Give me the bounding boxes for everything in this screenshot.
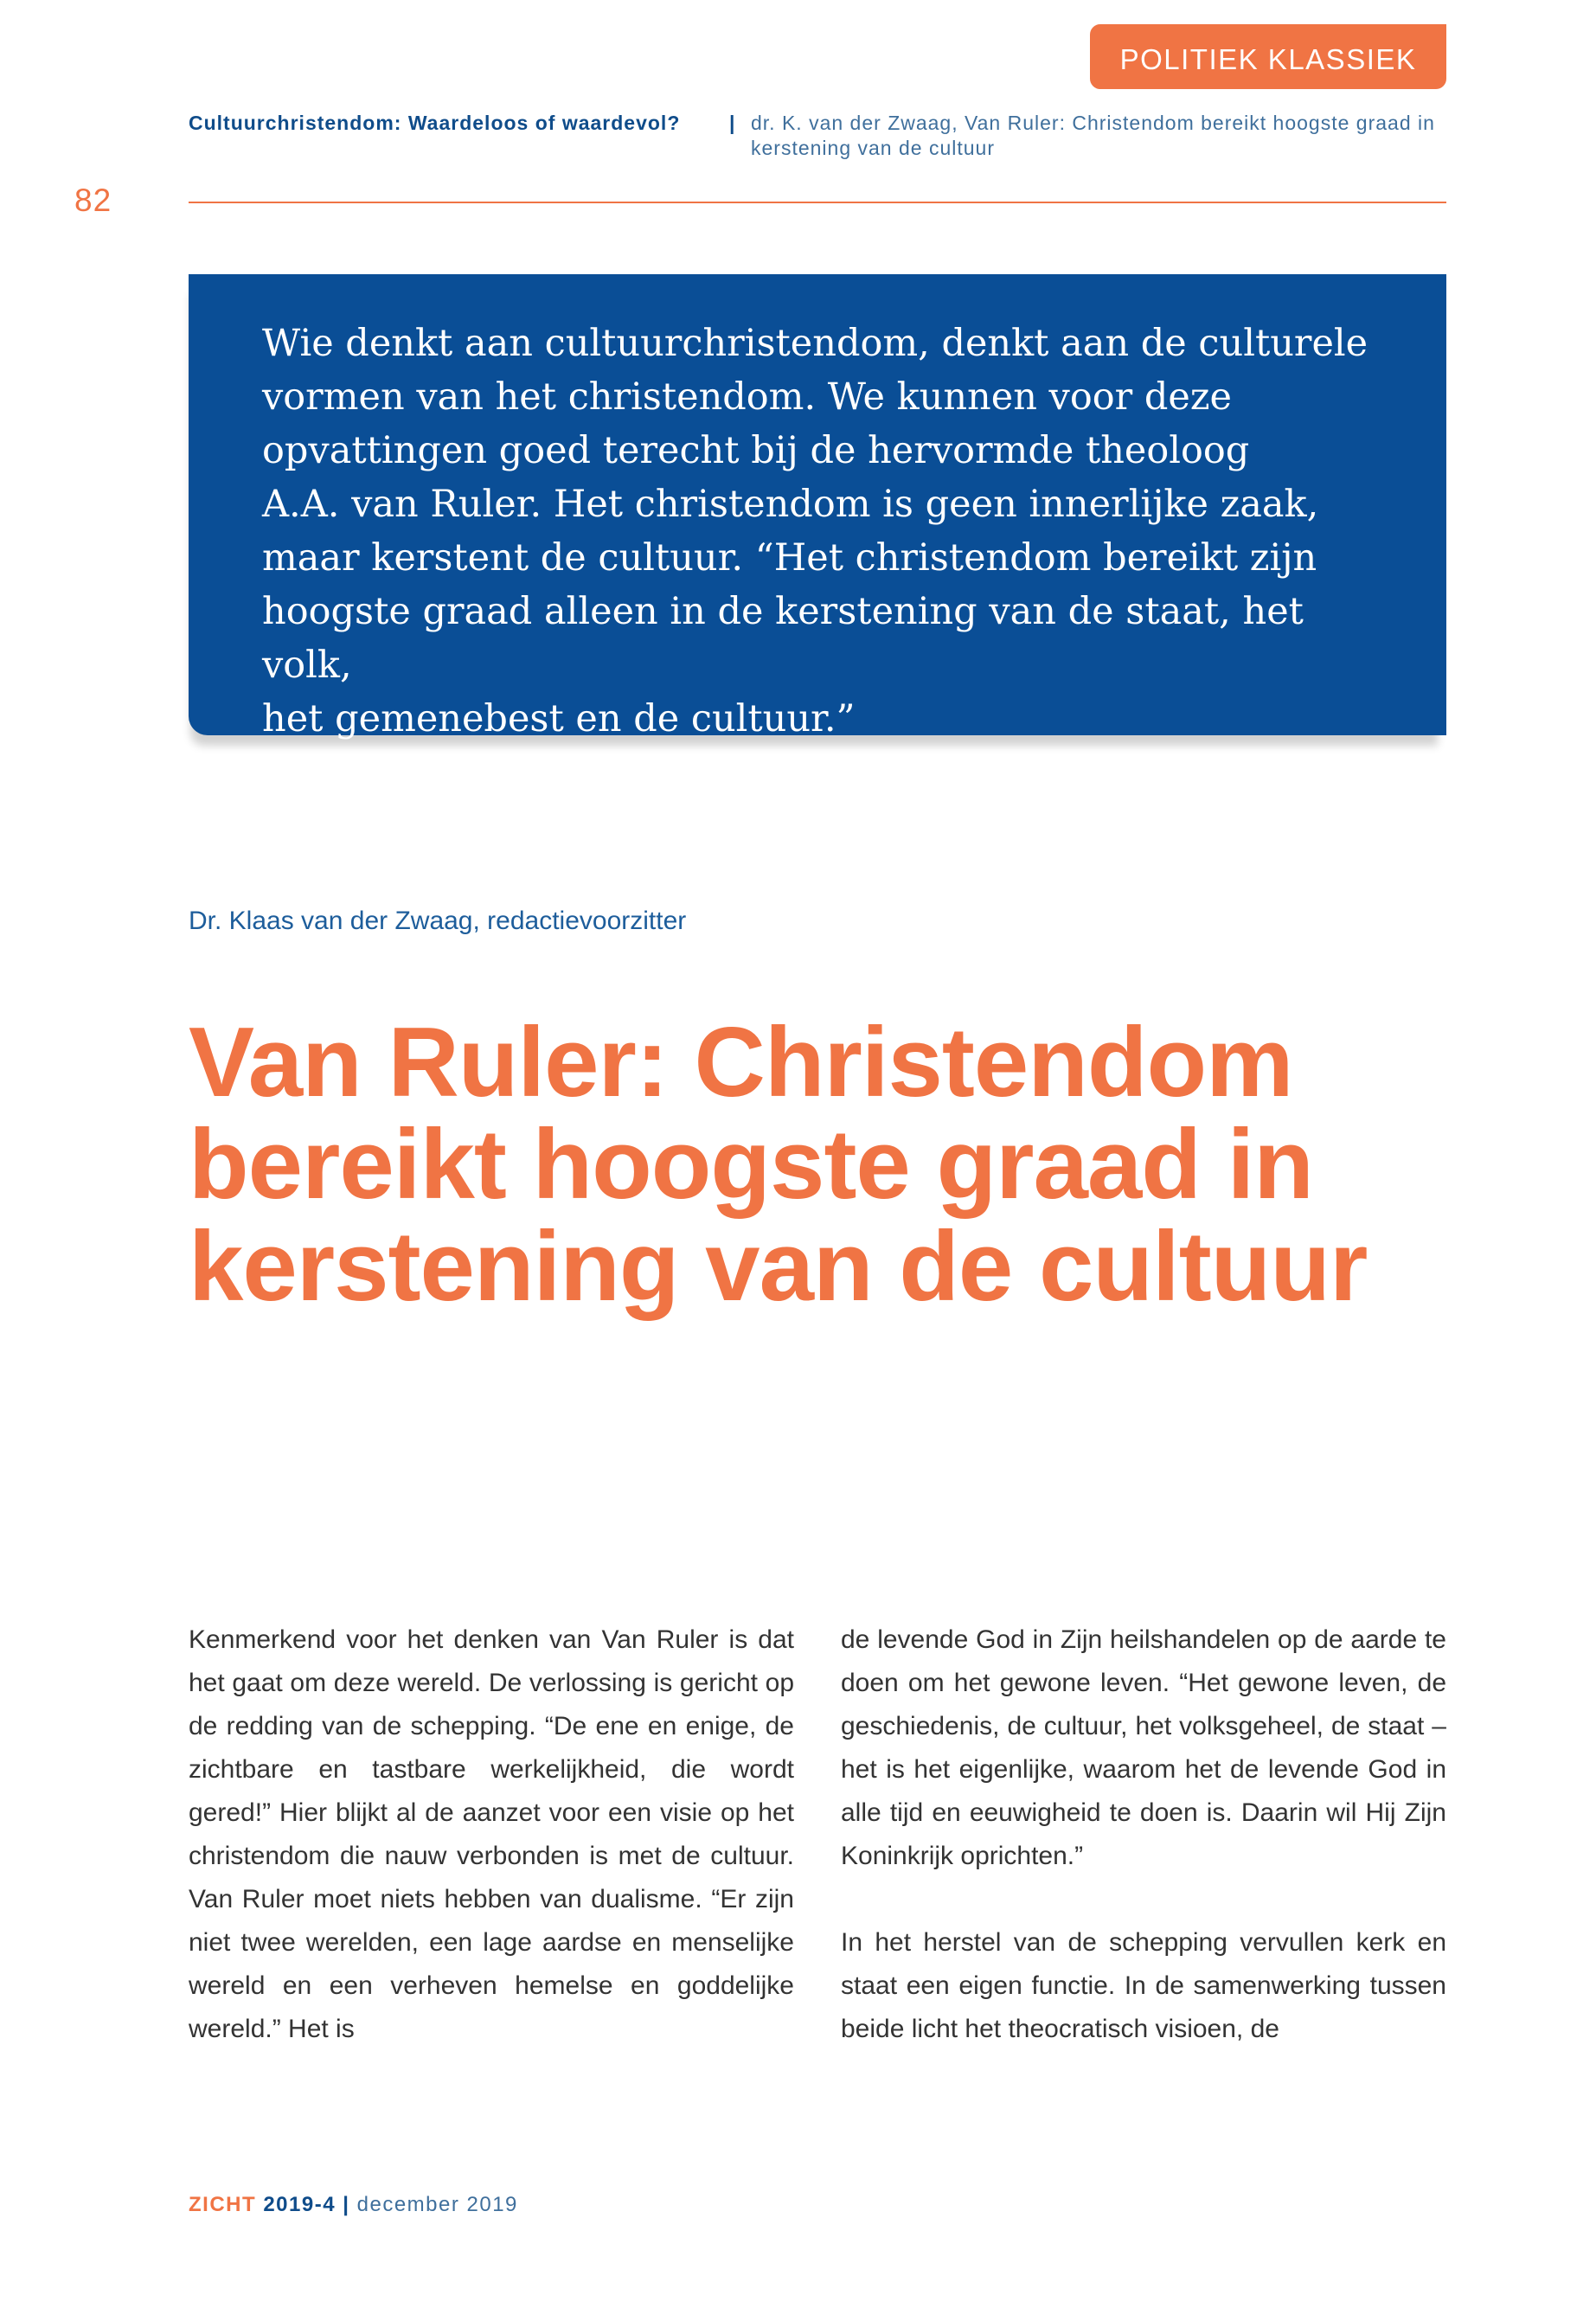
page-footer — [189, 2193, 518, 2217]
running-head-separator: | — [729, 112, 736, 134]
header-divider — [189, 202, 1446, 203]
body-paragraph: In het herstel van de schepping vervullen kerk en staat een eigen functie. In de samenwerking tussen beide licht het theocratisch visioen, de — [841, 1928, 1446, 2043]
issue-number: 2019-4 — [263, 2193, 337, 2216]
intro-box — [189, 274, 1446, 740]
footer-separator: | — [343, 2193, 350, 2216]
article-headline: Van Ruler: Christendom bereikt hoogste graad in kerstening van de cultuur — [189, 1008, 1368, 1322]
issue-date: december 2019 — [356, 2193, 518, 2216]
body-column-right — [841, 1618, 1446, 2094]
body-paragraph: Kenmerkend voor het denken van Van Ruler is dat het gaat om deze wereld. De verlossing is gericht op de redding van de schepping. “De ene en enige, de zichtbare en tastbare werkelijkheid, die wordt gered!” Hier blijkt al de aanzet voor een visie op het christendom die nauw verbonden is met de cultuur. Van Ruler moet niets hebben van dualisme. “Er zijn niet twee werelden, een lage aardse en menselijke wereld en een verheven hemelse en goddelijke wereld.” Het is — [189, 1625, 794, 2043]
page-number: 82 — [74, 183, 112, 218]
magazine-brand: ZICHT — [189, 2193, 257, 2216]
body-paragraph: de levende God in Zijn heilshandelen op de aarde te doen om het gewone leven. “Het gewone leven, de geschiedenis, de cultuur, het volksgeheel, de staat – het is het eigenlijke, waarom het de levende God in alle tijd en eeuwigheid te doen is. Daarin wil Hij Zijn Koninkrijk oprichten.” — [841, 1625, 1446, 1870]
author-byline: Dr. Klaas van der Zwaag, redactievoorzitter — [189, 907, 687, 935]
section-tab: POLITIEK KLASSIEK — [1090, 24, 1446, 89]
intro-text: Wie denkt aan cultuurchristendom, denkt aan de culturele vormen van het christendom. We kunnen voor deze opvattingen goed terecht bij de hervormde theoloog A.A. van Ruler. Het christendom is geen innerlijke zaak, maar kerstent de cultuur. “Het christendom bereikt zijn hoogste graad alleen in de kerstening van de staat, het volk, het gemenebest en de cultuur.” — [262, 322, 1368, 740]
body-column-left — [189, 1618, 794, 2094]
article-reference: dr. K. van der Zwaag, Van Ruler: Christendom bereikt hoogste graad in kerstening van de cultuur — [751, 112, 1435, 159]
series-title: Cultuurchristendom: Waardeloos of waardevol? — [189, 112, 681, 134]
